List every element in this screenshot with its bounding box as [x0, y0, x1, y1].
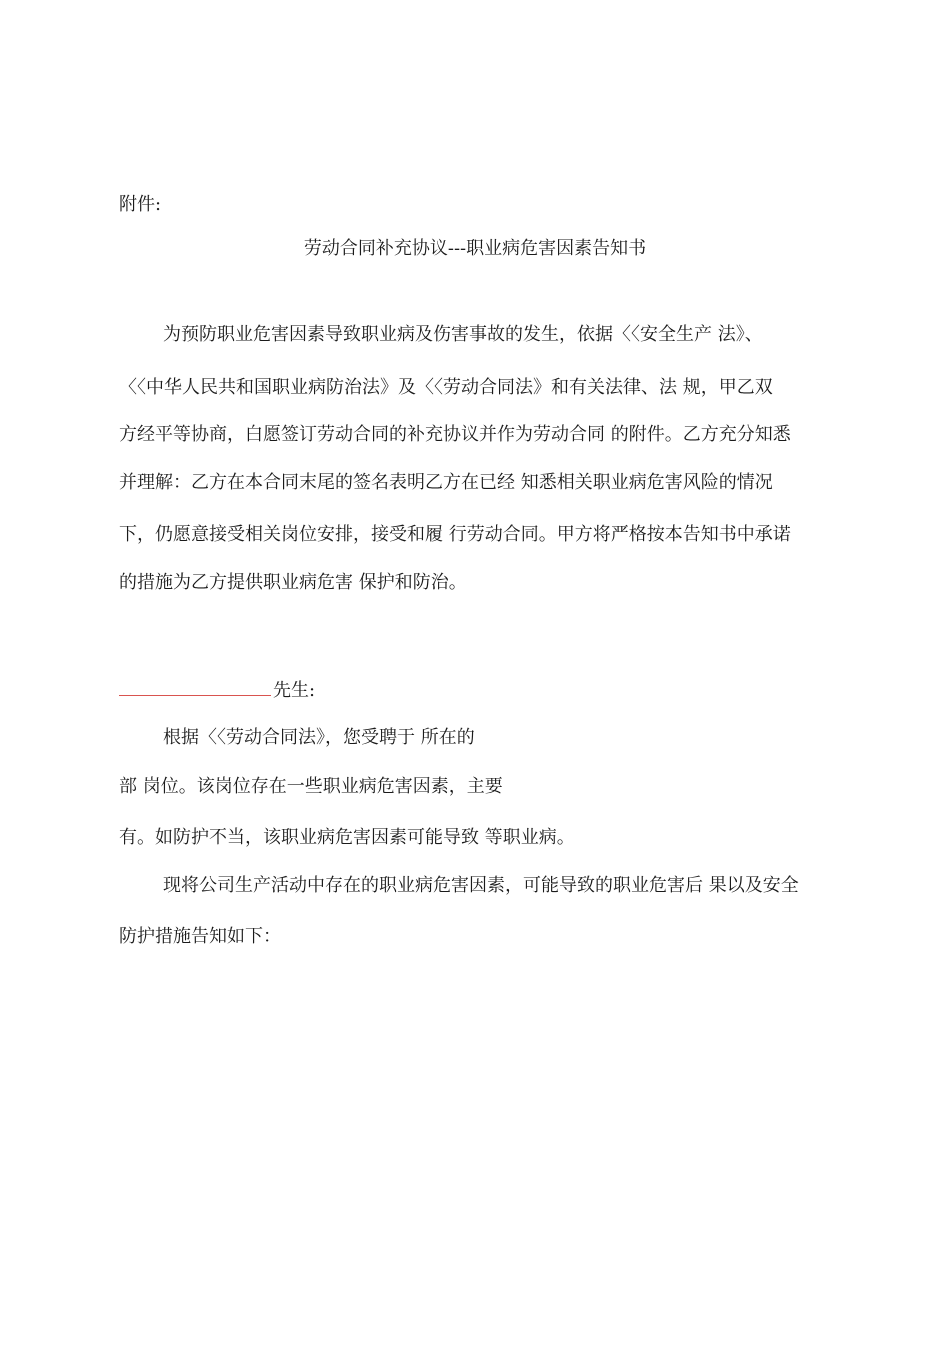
attachment-label: 附件: [119, 194, 162, 215]
salutation-text: 先生: [273, 680, 316, 701]
intro-line: 下，仍愿意接受相关岗位安排，接受和履 行劳动合同。甲方将严格按本告知书中承诺 [119, 524, 791, 545]
notice-line: 部 岗位。该岗位存在一些职业病危害因素，主要 [119, 776, 503, 797]
intro-line: 并理解：乙方在本合同末尾的签名表明乙方在已经 知悉相关职业病危害风险的情况 [119, 472, 773, 493]
intro-line: 为预防职业危害因素导致职业病及伤害事故的发生，依据〈〈安全生产 法》、 [163, 324, 763, 345]
document-title: 劳动合同补充协议---职业病危害因素告知书 [303, 238, 647, 259]
intro-line: 的措施为乙方提供职业病危害 保护和防治。 [119, 572, 467, 593]
closing-line: 现将公司生产活动中存在的职业病危害因素，可能导致的职业危害后 果以及安全 [163, 875, 799, 896]
salutation [119, 678, 315, 704]
name-blank-field[interactable] [119, 695, 271, 696]
intro-line: 〈〈中华人民共和国职业病防治法》及〈〈劳动合同法》和有关法律、法 规，甲乙双 [119, 377, 773, 398]
closing-line: 防护措施告知如下： [119, 926, 281, 947]
notice-line: 根据〈〈劳动合同法》，您受聘于 所在的 [163, 727, 475, 748]
notice-line: 有。如防护不当，该职业病危害因素可能导致 等职业病。 [119, 827, 575, 848]
intro-line: 方经平等协商，白愿签订劳动合同的补充协议并作为劳动合同 的附件。乙方充分知悉 [119, 424, 791, 445]
